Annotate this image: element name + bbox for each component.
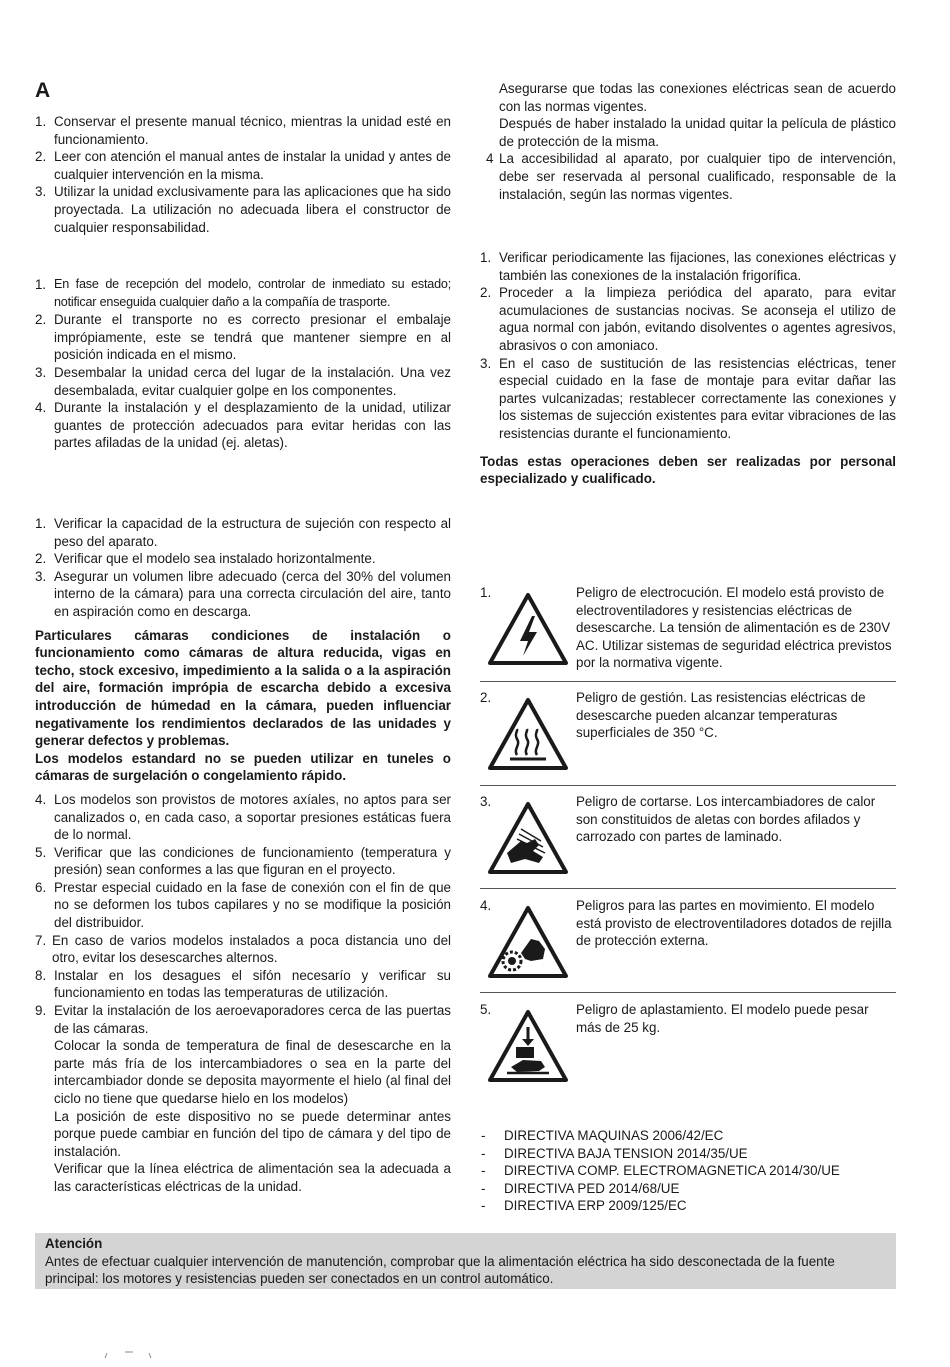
list-item: 4. Durante la instalación y el desplazamiento de la unidad, utilizar guantes de protección adecuados para evitar heridas con las partes afiladas de la unidad (ej. aletas). — [35, 400, 451, 451]
list-item: 1. Verificar la capacidad de la estructura de sujeción con respecto al peso del aparato. — [35, 516, 451, 549]
maintenance-bold-note: Todas estas operaciones deben ser realizadas por personal especializado y cualificado. — [480, 453, 896, 487]
list-item: - DIRECTIVA ERP 2009/125/EC — [481, 1198, 687, 1214]
warning-row-cut — [480, 793, 896, 893]
warning-row-electric — [480, 584, 896, 684]
reception-section — [35, 276, 451, 452]
list-item: 2. Leer con atención el manual antes de instalar la unidad y antes de cualquier intervención en la misma. — [35, 149, 451, 182]
crush-hazard-icon — [487, 1009, 569, 1083]
list-item: 3. Asegurar un volumen libre adecuado (cerca del 30% del volumen interno de la cámara) para una correcta circulación del aire, tanto en aspiración como en descarga. — [35, 568, 451, 619]
list-item: 5. Verificar que las condiciones de funcionamiento (temperatura y presión) sean conformes a las que figuran en el proyecto. — [35, 844, 451, 878]
electrical-connections-note: Asegurarse que todas las conexiones eléctricas sean de acuerdo con las normas vigentes. — [499, 81, 896, 114]
warning-number: 1. — [480, 585, 492, 600]
list-item: 3. Utilizar la unidad exclusivamente para las aplicaciones que ha sido proyectada. La utilización no adecuada libera el constructor de cualquier responsabilidad. — [35, 184, 451, 235]
warning-divider — [480, 888, 896, 889]
section-a-list-wrap — [35, 113, 451, 236]
list-item: - DIRECTIVA BAJA TENSION 2014/35/UE — [481, 1145, 748, 1161]
sub-paragraph: La posición de este dispositivo no se puede determinar antes porque puede cambiar en función del tipo de cámara y del tipo de instalación. — [54, 1108, 451, 1159]
list-item: - DIRECTIVA PED 2014/68/UE — [481, 1180, 680, 1196]
list-item: 8. Instalar en los desagues el sifón necesarío y verificar su funcionamiento en todas las temperaturas de utilización. — [35, 967, 451, 1001]
warning-text: Peligro de gestión. Las resistencias eléctricas de desescarche pueden alcanzar temperaturas superficiales de 350 °C. — [576, 690, 866, 741]
reception-list — [35, 276, 451, 452]
list-item: 9. Evitar la instalación de los aeroevaporadores cerca de las puertas de las cámaras. — [35, 1003, 451, 1036]
directives-list — [481, 1127, 896, 1215]
sub-paragraph: Colocar la sonda de temperatura de final de desescarche en la parte más fría de los intercambiadores o sea en la parte del intercambiador donde se deposita mayormente el hielo (al final del ciclo no tiene que quedarse hielo en los modelos) — [54, 1038, 451, 1106]
electric-shock-icon — [487, 592, 569, 666]
list-item: 3. En el caso de sustitución de las resistencias eléctricas, tener especial cuidado en la fase de montaje para evitar dañar las partes vulcanizadas; restablecer correctamente las conexiones y los sistemas de sujección existentes para evitar vibraciones de las resistencias durante el funcionamiento. — [480, 355, 896, 441]
list-item: - DIRECTIVA COMP. ELECTROMAGNETICA 2014/30/UE — [481, 1163, 840, 1179]
list-item: 2. Durante el transporte no es correcto presionar el embalaje imprópiamente, este se tendrá que mantener siempre en al posición indicada en el mismo. — [35, 312, 451, 363]
right-top-section — [480, 80, 896, 203]
installation-section — [35, 515, 451, 1196]
hot-surface-icon — [487, 697, 569, 771]
list-item: 1. En fase de recepción del modelo, controlar de inmediato su estado; notificar enseguida cualquier daño a la compañía de trasporte. — [35, 277, 451, 309]
list-item: 2. Proceder a la limpieza periódica del aparato, para evitar acumulaciones de sustancias nocivas. Se aconseja el utilizo de agua normal con jabón, evitando disolventes o agentes agresivos, abrasivos o con amoniaco. — [480, 285, 896, 353]
list-item: 6. Prestar especial cuidado en la fase de conexión con el fin de que no se deformen los tubos capilares y no se modifique la posición del distribuidor. — [35, 879, 451, 931]
warning-text: Peligros para las partes en movimiento. El modelo está provisto de electroventiladores dotados de rejilla de protección externa. — [576, 898, 892, 949]
warning-row-crush — [480, 1001, 896, 1101]
list-item: 1. Verificar periodicamente las fijaciones, las conexiones eléctricas y también las conexiones de la instalación frigorífica. — [480, 250, 896, 283]
list-item: 3. Desembalar la unidad cerca del lugar de la instalación. Una vez desembalada, evitar cualquier golpe en los componentes. — [35, 364, 451, 398]
sub-paragraph: Verificar que la línea eléctrica de alimentación sea la adecuada a las características eléctricas de la unidad. — [54, 1161, 451, 1194]
installation-list-a — [35, 515, 451, 621]
list-item: 2. Verificar que el modelo sea instalado horizontalmente. — [35, 551, 376, 567]
accessibility-list — [480, 150, 896, 203]
attention-title: Atención — [45, 1236, 103, 1251]
installation-list-b — [35, 791, 451, 1037]
warning-row-hot — [480, 689, 896, 789]
list-item: 4. Los modelos son provistos de motores axíales, no aptos para ser canalizados o, en cada caso, a soportar presiones estáticas fuera de lo normal. — [35, 791, 451, 843]
protective-film-note: Después de haber instalado la unidad quitar la película de plástico de protección de la misma. — [499, 116, 896, 149]
cut-hazard-icon — [487, 801, 569, 875]
list-item: 7. En caso de varios modelos instalados a poca distancia uno del otro, evitar los desescarches alternos. — [35, 932, 451, 966]
installation-bold-note: Particulares cámaras condiciones de instalación o funcionamiento como cámaras de altura reducida, vigas en techo, stock excesivo, impedimiento a la salida o a la aspiración del aire, formación imprópia de escarcha debido a excesiva introducción de húmedad en la cámara, pueden influenciar negativamente los rendimientos declarados de las unidades y generar defectos y problemas. — [35, 627, 451, 749]
warning-divider — [480, 992, 896, 993]
footer-mark — [103, 1350, 153, 1360]
warning-number: 5. — [480, 1002, 492, 1017]
warning-divider — [480, 785, 896, 786]
warning-divider — [480, 681, 896, 682]
installation-bold-warning: Los modelos estandard no se pueden utilizar en tuneles o cámaras de surgelación o congelamiento rápido. — [35, 750, 451, 784]
warning-number: 4. — [480, 898, 492, 913]
attention-box — [35, 1233, 896, 1289]
warning-number: 3. — [480, 794, 492, 809]
list-item: 1. Conservar el presente manual técnico, mientras la unidad esté en funcionamiento. — [35, 114, 451, 147]
maintenance-section — [480, 249, 896, 488]
maintenance-list — [480, 249, 896, 443]
list-item: 4 La accesibilidad al aparato, por cualquier tipo de intervención, debe ser reservada al personal cualificado, responsable de la instalación, según las normas vigentes. — [486, 151, 896, 202]
attention-text: Antes de efectuar cualquier intervención de manutención, comprobar que la alimentación eléctrica ha sido desconectada de la fuente principal: los motores y resistencias pueden ser conectados en un control automático. — [45, 1253, 835, 1287]
warning-text: Peligro de aplastamiento. El modelo puede pesar más de 25 kg. — [576, 1002, 869, 1035]
section-a-list — [35, 113, 451, 236]
warning-text: Peligro de electrocución. El modelo está provisto de electroventiladores y resistencias eléctricas de desescarche. La tensión de alimentación es de 230V AC. Utilizar sistemas de seguridad eléctrica previstos por la normativa vigente. — [576, 585, 892, 671]
warning-text: Peligro de cortarse. Los intercambiadores de calor son constituidos de aletas con bordes afilados y carrozado con partes de laminado. — [576, 794, 876, 845]
section-a-heading: A — [35, 79, 51, 102]
warning-number: 2. — [480, 690, 492, 705]
moving-parts-icon — [487, 905, 569, 979]
list-item: - DIRECTIVA MAQUINAS 2006/42/EC — [481, 1128, 724, 1143]
warning-row-moving — [480, 897, 896, 997]
